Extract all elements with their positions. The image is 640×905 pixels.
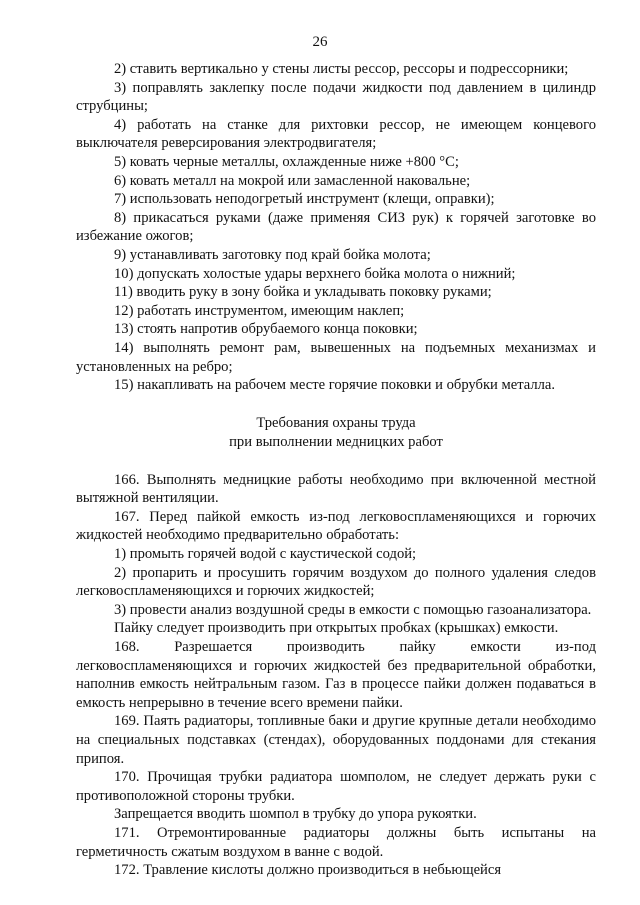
list-item: 13) стоять напротив обрубаемого конца поковки;	[114, 321, 418, 338]
list-item: 12) работать инструментом, имеющим наклеп;	[114, 302, 405, 319]
list-item: 4) работать на станке для рихтовки рессор, не имеющем концевого выключателя реверсирования электродвигателя;	[76, 116, 596, 152]
list-item: 1) промыть горячей водой с каустической содой;	[114, 546, 417, 563]
paragraph-171: 171. Отремонтированные радиаторы должны быть испытаны на герметичность сжатым воздухом в ванне с водой.	[76, 824, 596, 860]
section-heading-line-2: при выполнении медницких работ	[229, 433, 443, 450]
list-item: 2) ставить вертикально у стены листы рессор, рессоры и подрессорники;	[114, 61, 569, 77]
section-paragraphs	[76, 471, 596, 880]
paragraph-169: 169. Паять радиаторы, топливные баки и другие крупные детали необходимо на специальных подставках (стендах), оборудованных поддонами для стекания припоя.	[76, 713, 596, 767]
list-item: 3) поправлять заклепку после подачи жидкости под давлением в цилиндр струбцины;	[76, 79, 596, 115]
paragraph-166: 166. Выполнять медницкие работы необходимо при включенной местной вытяжной вентиляции.	[76, 471, 596, 507]
paragraph-note: Запрещается вводить шомпол в трубку до упора рукоятки.	[114, 806, 477, 823]
list-item: 5) ковать черные металлы, охлажденные ниже +800 °С;	[114, 153, 459, 170]
paragraph-172: 172. Травление кислоты должно производиться в небьющейся	[114, 862, 502, 879]
list-item: 15) накапливать на рабочем месте горячие поковки и обрубки металла.	[114, 377, 556, 394]
paragraph-note: Пайку следует производить при открытых пробках (крышках) емкости.	[114, 620, 559, 637]
paragraph-170: 170. Прочищая трубки радиатора шомполом, не следует держать руки с противоположной стороны трубки.	[76, 769, 596, 804]
section-heading-line-1: Требования охраны труда	[256, 414, 416, 431]
list-item: 10) допускать холостые удары верхнего бойка молота о нижний;	[114, 265, 516, 282]
section-heading	[76, 414, 596, 452]
list-item: 6) ковать металл на мокрой или замасленной наковальне;	[114, 172, 471, 189]
list-item: 3) провести анализ воздушной среды в емкости с помощью газоанализатора.	[114, 601, 592, 618]
paragraph-168: 168. Разрешается производить пайку емкости из-под легковоспламеняющихся и горючих жидкостей без предварительной обработки, наполнив емкость нейтральным газом. Газ в процессе пайки должен подаваться в емкость непрерывно в течение всего времени пайки.	[76, 639, 596, 711]
document-body	[76, 60, 596, 880]
list-item: 9) устанавливать заготовку под край бойка молота;	[114, 246, 431, 263]
list-item: 11) вводить руку в зону бойка и укладывать поковку руками;	[114, 284, 492, 301]
list-item: 2) пропарить и просушить горячим воздухом до полного удаления следов легковоспламеняющихся и горючих жидкостей;	[76, 564, 596, 600]
list-item: 8) прикасаться руками (даже применяя СИЗ рук) к горячей заготовке во избежание ожогов;	[76, 209, 596, 245]
paragraph-167: 167. Перед пайкой емкость из-под легковоспламеняющихся и горючих жидкостей необходимо предварительно обработать:	[76, 508, 596, 544]
page-number: 26	[312, 34, 328, 50]
list-item: 14) выполнять ремонт рам, вывешенных на подъемных механизмах и установленных на ребро;	[76, 339, 596, 375]
prohibited-actions-list	[76, 60, 596, 395]
list-item: 7) использовать неподогретый инструмент (клещи, оправки);	[114, 191, 495, 208]
